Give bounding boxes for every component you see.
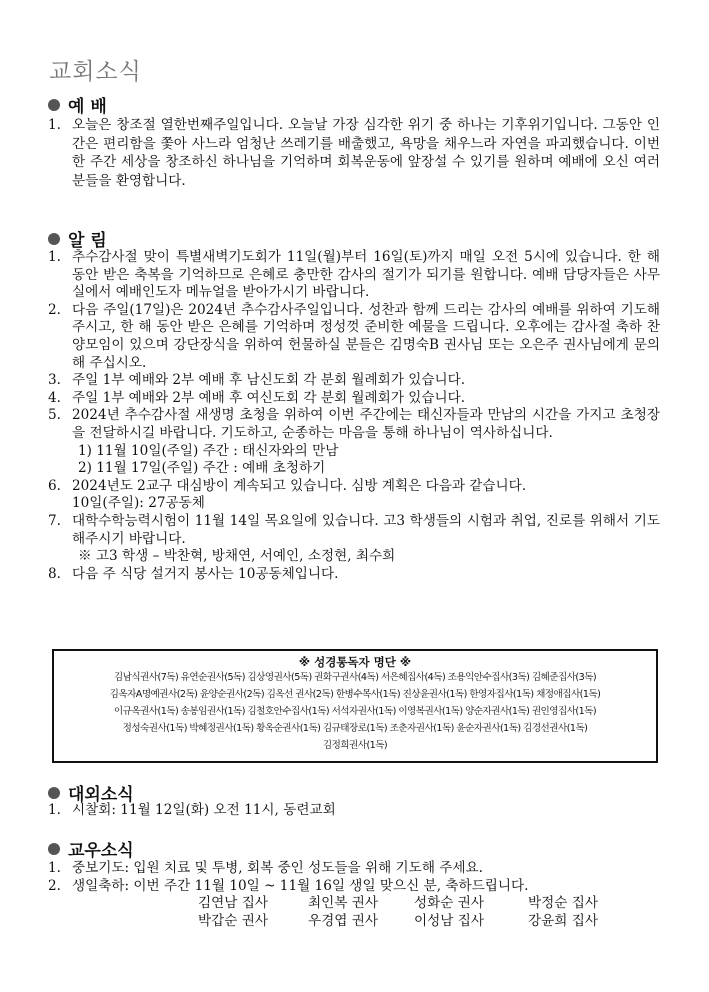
birthday-name: 이성남 집사 [414,912,484,929]
birthday-name: 강윤희 집사 [528,912,598,929]
external-heading-label: 대외소식 [68,785,134,805]
list-item: 2. 생일축하: 이번 주간 11월 10일 ~ 11월 16일 생일 맞으신 분, 축하드립니다. [48,877,529,894]
bible-box-line: 이규옥권사(1독) 송봉임권사(1독) 김철호안수집사(1독) 서석자권사(1독) 이영복권사(1독) 양순자권사(1독) 권인영집사(1독) [113,706,597,717]
list-item: 7. 대학수학능력시험이 11월 14일 목요일에 있습니다. 고3 학생들의 시험과 취업, 진로를 위해서 기도해주시기 바랍니다. [48,512,660,547]
sub-item: 10일(주일): 27공동체 [72,495,205,512]
birthday-names [198,895,660,930]
list-item: 3. 주일 1부 예배와 2부 예배 후 남신도회 각 분회 월례회가 있습니다. [48,372,466,389]
birthday-name: 최인복 권사 [308,895,378,912]
bible-box-title: ※ 성경통독자 명단 ※ [298,655,412,669]
sub-item: ※ 고3 학생 – 박찬혁, 방채연, 서예인, 소정현, 최수희 [78,548,396,565]
sub-item: 1) 11월 10일(주일) 주간 : 태신자와의 만남 [78,442,339,459]
birthday-name: 박갑순 권사 [198,912,268,929]
bible-box-line: 김정희권사(1독) [322,740,388,751]
list-item: 1. 추수감사절 맞이 특별새벽기도회가 11일(월)부터 16일(토)까지 매일 오전 5시에 있습니다. 한 해 동안 받은 축복을 기억하므로 은혜로 충만한 감사의 절기가 되기를 원합니다. 예배 담당자들은 사무실에서 예배인도자 메뉴얼을 받아가시기 바랍니다. [48,249,660,301]
external-list [48,802,660,820]
list-item: 4. 주일 1부 예배와 2부 예배 후 여신도회 각 분회 월례회가 있습니다. [48,389,466,406]
members-list [48,860,660,930]
bible-box-line: 김옥자A명예권사(2독) 윤양순권사(2독) 김옥선 권사(2독) 한병수목사(1독) 진상윤권사(1독) 한영자집사(1독) 채정애집사(1독) [109,689,601,700]
list-item: 1. 오늘은 창조절 열한번째주일입니다. 오늘날 가장 심각한 위기 중 하나는 기후위기입니다. 그동안 인간은 편리함을 쫓아 사느라 엄청난 쓰레기를 배출했고, 욕망을 채우느라 자연을 파괴했습니다. 이번 한 주간 세상을 창조하신 하나님을 기억하며 회복운동에 앞장설 수 있기를 원하며 예배에 오신 여러분들을 환영합니다. [48,117,660,189]
bullet-dot-icon [48,787,60,799]
sub-item: 2) 11월 17일(주일) 주간 : 예배 초청하기 [78,460,326,477]
birthday-name: 성화순 권사 [414,895,484,912]
bible-box-line: 정성숙권사(1독) 박혜정권사(1독) 황옥순권사(1독) 김규태장로(1독) 조춘자권사(1독) 윤순자권사(1독) 김경선권사(1독) [122,723,588,734]
members-heading [48,836,134,861]
bullet-dot-icon [48,99,60,111]
members-heading-label: 교우소식 [68,841,134,861]
worship-heading-label: 예 배 [68,97,107,117]
list-item: 1. 시찰회: 11월 12일(화) 오전 11시, 동련교회 [48,802,336,818]
bullet-dot-icon [48,233,60,245]
bible-box-line: 김남식권사(7독) 유연순권사(5독) 김상영권사(5독) 권화구권사(4독) 서은혜집사(4독) 조용익안수집사(3독) 김혜준집사(3독) [113,672,597,683]
bible-reading-box [52,649,658,763]
birthday-name: 우경엽 권사 [308,912,378,929]
worship-list [48,116,660,190]
birthday-name: 박정순 집사 [528,895,598,912]
worship-heading [48,92,107,117]
list-item: 1. 중보기도: 입원 치료 및 투병, 회복 중인 성도들을 위해 기도해 주세요. [48,860,483,876]
list-item: 5. 2024년 추수감사절 새생명 초청을 위하여 이번 주간에는 태신자들과 만남의 시간을 가지고 초청장을 전달하시길 바랍니다. 기도하고, 순종하는 마음을 통해 하나님이 역사하십니다. [48,407,660,441]
notices-heading-label: 알 림 [68,231,107,251]
notices-heading [48,226,107,251]
list-item: 6. 2024년도 2교구 대심방이 계속되고 있습니다. 심방 계획은 다음과 같습니다. [48,477,527,494]
page-title: 교회소식 [49,59,142,85]
bullet-dot-icon [48,843,60,855]
notices-list [48,249,660,583]
birthday-name: 김연남 집사 [198,895,268,912]
list-item: 2. 다음 주일(17일)은 2024년 추수감사주일입니다. 성찬과 함께 드리는 감사의 예배를 위하여 기도해 주시고, 한 해 동안 받은 은혜를 기억하며 정성껏 준비한 예물을 드립니다. 오후에는 감사절 축하 찬양모임이 있으며 강단장식을 위하여 헌물하실 분들은 김명숙B 권사님 또는 오은주 권사님에게 문의해 주십시오. [48,301,660,371]
list-item: 8. 다음 주 식당 설거지 봉사는 10공동체입니다. [48,565,339,582]
